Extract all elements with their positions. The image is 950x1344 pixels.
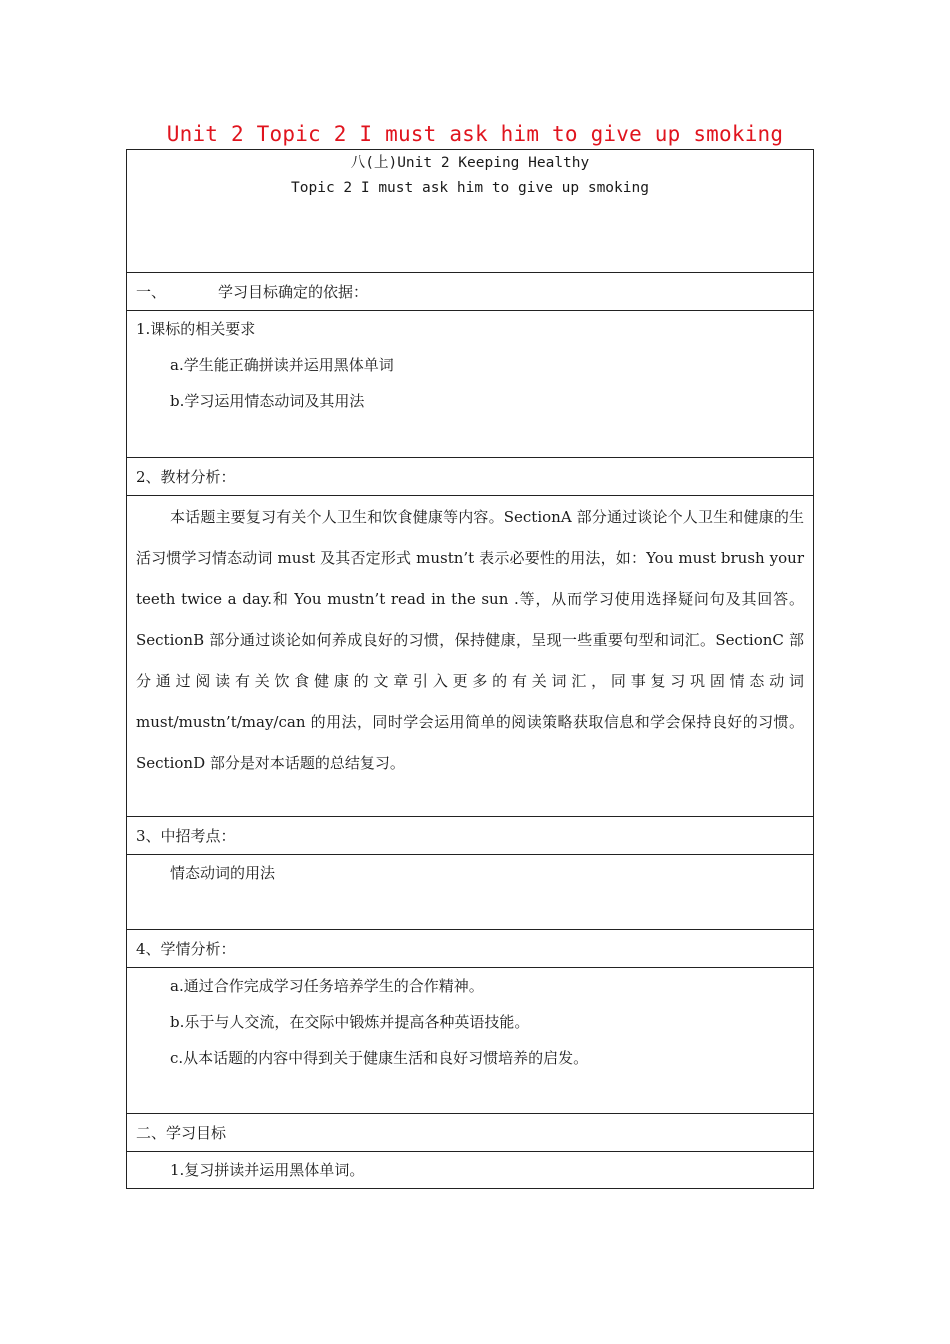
header-topic-line: Topic 2 I must ask him to give up smoking — [291, 180, 649, 196]
exam-points-content: 情态动词的用法 — [170, 864, 276, 882]
learning-goals-cell — [127, 1151, 813, 1188]
header-unit-line: 八(上)Unit 2 Keeping Healthy — [350, 155, 590, 171]
section-one-number: 一、 — [136, 283, 167, 301]
document-title: Unit 2 Topic 2 I must ask him to give up smoking — [166, 122, 784, 146]
curriculum-item: b.学习运用情态动词及其用法 — [170, 392, 365, 410]
learning-goal-item: 1.复习拼读并运用黑体单词。 — [170, 1161, 365, 1179]
textbook-analysis-paragraph: 本话题主要复习有关个人卫生和饮食健康等内容。SectionA 部分通过谈论个人卫生和健康的生活习惯学习情态动词 must 及其否定形式 mustn’t 表示必要性的用法，如：You must brush your teeth twice a day.和 You mustn’t read in the sun .等，从而学习使用选择疑问句及其回答。SectionB 部分通过谈论如何养成良好的习惯，保持健康，呈现一些重要句型和词汇。SectionC 部分通过阅读有关饮食健康的文章引入更多的有关词汇，同事复习巩固情态动词 must/mustn’t/may/can 的用法，同时学会运用简单的阅读策略获取信息和学会保持良好的习惯。SectionD 部分是对本话题的总结复习。 — [136, 508, 804, 772]
curriculum-heading: 1.课标的相关要求 — [136, 320, 256, 338]
section-one-label: 学习目标确定的依据： — [218, 283, 369, 301]
curriculum-requirements-cell — [127, 310, 813, 457]
exam-points-cell — [127, 854, 813, 929]
textbook-analysis-cell — [127, 495, 813, 816]
section-two-heading: 二、学习目标 — [127, 1113, 813, 1151]
learner-analysis-heading: 4、学情分析： — [127, 929, 813, 967]
learner-item: b.乐于与人交流，在交际中锻炼并提高各种英语技能。 — [170, 1013, 530, 1031]
curriculum-item: a.学生能正确拼读并运用黑体单词 — [170, 356, 394, 374]
exam-points-heading: 3、中招考点： — [127, 816, 813, 854]
header-cell — [127, 150, 813, 272]
learner-item: c.从本话题的内容中得到关于健康生活和良好习惯培养的启发。 — [170, 1049, 589, 1067]
textbook-analysis-heading: 2、教材分析： — [127, 457, 813, 495]
learner-analysis-cell — [127, 967, 813, 1113]
section-one-heading — [127, 272, 813, 310]
learner-item: a.通过合作完成学习任务培养学生的合作精神。 — [170, 977, 484, 995]
lesson-plan-table — [126, 149, 814, 1189]
